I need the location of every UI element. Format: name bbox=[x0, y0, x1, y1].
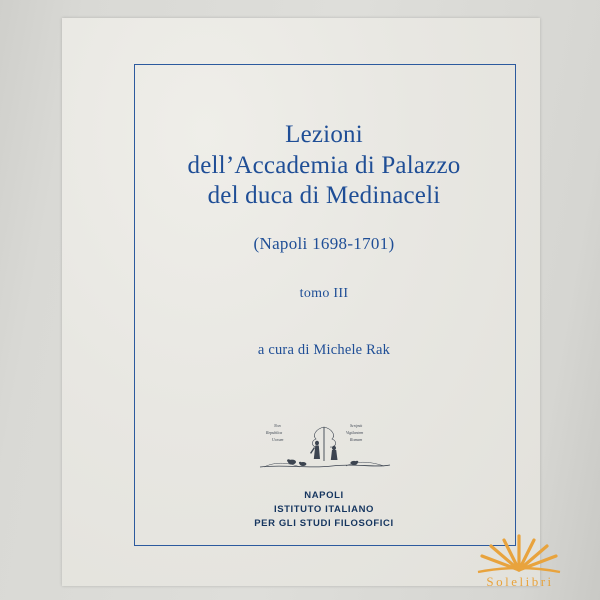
publisher-name-2: PER GLI STUDI FILOSOFICI bbox=[254, 518, 394, 529]
cover-content bbox=[134, 64, 514, 544]
volume-label: tomo III bbox=[299, 285, 349, 301]
emblem-motto-right-2: Vigilantem bbox=[346, 429, 364, 435]
publisher-city: NAPOLI bbox=[304, 489, 344, 501]
book-title bbox=[134, 120, 514, 212]
emblem-motto-right-1: Scripsit bbox=[350, 422, 363, 428]
emblem-motto-left-3: Uorum bbox=[272, 436, 284, 442]
book-cover bbox=[62, 18, 540, 586]
emblem-motto-left-2: Republica bbox=[266, 429, 283, 435]
publisher-emblem bbox=[134, 415, 514, 477]
emblem-motto-right-3: Romam bbox=[350, 436, 363, 442]
publisher-name-1: ISTITUTO ITALIANO bbox=[273, 503, 375, 515]
title-line-3: del duca di Medinaceli bbox=[207, 182, 441, 209]
emblem-engraving-icon bbox=[254, 415, 394, 477]
watermark-label: Solelibri bbox=[486, 574, 554, 589]
emblem-motto-right bbox=[346, 423, 363, 442]
editor-credit: a cura di Michele Rak bbox=[257, 341, 391, 358]
emblem-motto-left bbox=[265, 423, 283, 442]
title-line-2: dell’Accademia di Palazzo bbox=[187, 151, 461, 179]
emblem-motto-left-1: Non bbox=[274, 422, 281, 428]
title-line-1: Lezioni bbox=[285, 121, 363, 148]
book-subtitle: (Napoli 1698-1701) bbox=[253, 233, 395, 253]
publisher-imprint bbox=[134, 489, 514, 532]
